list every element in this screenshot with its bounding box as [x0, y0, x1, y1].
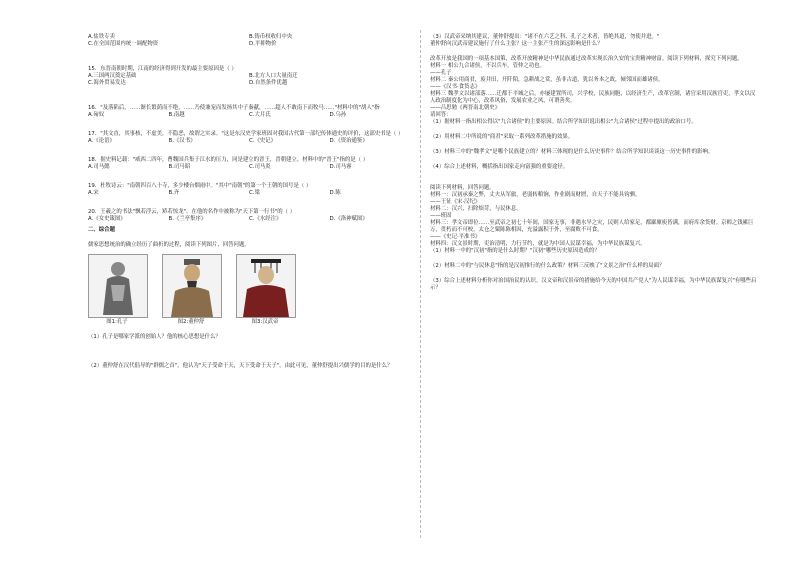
q16-option-a: A.匈奴 — [88, 112, 105, 118]
sub-question-1: （1）孔子是哪家学派的创始人？他的核心思想是什么？ — [88, 334, 221, 340]
right-line: （3）材料三中的"魏孝文"是哪个民族建立的？材料三体现的是什么历史事件？结合所学知识谈谈这一历史事件的影响。 — [430, 149, 714, 155]
q14-options-row1 — [88, 34, 410, 41]
right-line: 董仲舒向汉武帝建议施行了什么主张？这一主张产生的深远影响是什么？ — [430, 41, 603, 47]
right-line: 材料一：汉初承秦之弊，丈夫从军旅，老弱转粮饷，作业剧而财匮，自天子不能具钧驷。 — [430, 192, 641, 198]
section-title: 二、综合题 — [88, 227, 115, 233]
right-line: 请回答： — [430, 112, 452, 118]
q19-option-a: A.宋 — [88, 190, 99, 196]
figure-1-caption: 图1:孔子 — [106, 319, 128, 325]
q18-options — [88, 164, 410, 171]
right-line: ——班固 — [430, 213, 452, 219]
confucius-portrait-icon — [88, 254, 148, 318]
right-line: 材料四：汉文景时期，吏治清明，力行节约，就是为中国人民谋幸福，为中华民族谋复兴。 — [430, 241, 646, 247]
right-line: 材料二 秦公用商君，废井田，开阡陌，急耕战之赏，虽非古道，犹以务本之故，倾邻国而雄诸侯。 — [430, 77, 664, 83]
q20-stem: 20．王羲之的书法"飘若浮云，矫若惊龙"。在他的名作中被称为"天下第一行书"的（ ） — [88, 209, 296, 215]
q14-option-c: C.在全国范围内统一调配物资 — [88, 41, 159, 47]
q15-option-b: B.北方人口大量南迁 — [249, 73, 298, 79]
right-line: 材料三 魏孝文以诸部落……迁都于平城之后，亦屡建置所司，兴学校，民族同胞，以经济生产，改革官制，诸官采用汉族官吏，孝文以汉人政治制度化为中心，改革风俗，发展农业之风，可谓善矣。 — [430, 91, 756, 104]
q19-stem: 19．杜牧诗云："南朝四百八十寺，多少楼台烟雨中。"其中"南朝"的第一个王朝的国号是（ ） — [88, 183, 312, 189]
q18-option-c: C.司马炎 — [249, 164, 271, 170]
sub-question-2: （2）董仲舒在汉代倡导的"群儒之首"，他认为"天子受命于天，天下受命于天子"。由此可见，董仲舒提出兴儒学的目的是什么？ — [88, 363, 393, 369]
right-column — [430, 34, 760, 292]
q14-option-a: A.盐铁专卖 — [88, 34, 115, 40]
figure-2-caption: 图2:董仲舒 — [177, 319, 205, 325]
right-line: （3）汉武帝采纳其建议，董仲舒提出："诸不在六艺之科、孔子之术者，皆绝其道，勿使并进。" — [430, 34, 660, 40]
q16-options — [88, 112, 410, 119]
q19-option-c: C.梁 — [249, 190, 260, 196]
q19-option-b: B.齐 — [168, 190, 180, 196]
q20-option-a: A.《女史箴图》 — [88, 216, 126, 222]
q16-stem: 16．"及落陷后，……渐长繁荫而不绝，……乃使兼宠而发扬其中子秦献，……超人不敢南下而牧马……"材料中的"胡人"指 — [88, 105, 380, 111]
q20-option-d: D.《洛神赋图》 — [329, 216, 368, 222]
q16-option-d: D.乌孙 — [329, 112, 347, 118]
right-line: 阅读下列材料，回答问题。 — [430, 185, 495, 191]
emperor-wu-portrait-icon — [236, 254, 296, 318]
q20-option-b: B.《兰亭集序》 — [168, 216, 207, 222]
q18-option-a: A.司马懿 — [88, 164, 110, 170]
q17-options — [88, 138, 410, 145]
q14-option-d: D.平抑物价 — [249, 41, 277, 47]
q16-option-c: C.大月氏 — [249, 112, 271, 118]
left-column — [88, 34, 410, 370]
q19-option-d: D.陈 — [329, 190, 341, 196]
figure-row — [88, 254, 410, 326]
right-line: （1）据材料一指出相公得以"九合诸侯"的主要原因。结合所学知识说出相公"九合诸侯"过程中提出的政治口号。 — [430, 119, 697, 125]
right-line: 材料一 相公九合诸侯，不以兵车，管仲之功也。 — [430, 63, 545, 69]
right-line: 材料二：汉兴，扫除烦苛，与民休息。 — [430, 206, 522, 212]
q15-option-a: A.三国两汉奠定基础 — [88, 73, 137, 79]
right-line: （3）综合上述材料分析你对治国治民的认识。汉文帝和汉景帝的措施给今天的中国共产党人"为人民谋幸福，为中华民族谋复兴"有哪些启示？ — [430, 278, 757, 291]
right-line: ——王征《宋·汉纪》 — [430, 199, 481, 205]
q20-options — [88, 216, 410, 223]
right-line: （1）材料一中的"汉初"指的是什么时期？"汉初"哪些历史原因造成的？ — [430, 248, 600, 254]
right-line: ——吕思勉《两晋南北朝史》 — [430, 105, 501, 111]
q15-stem: 15．东晋南朝时期，江南的经济得到开发的最主要原因是（ ） — [88, 66, 237, 72]
column-divider — [420, 30, 421, 538]
figure-3-caption: 图3:汉武帝 — [251, 319, 279, 325]
right-line: ——《汉书·食货志》 — [430, 84, 481, 90]
figure-3 — [236, 254, 294, 326]
right-line: 改革开放是我国的一项基本国策，改革开放精神是中华民族通过改革实现长治久安的宝贵精神财富。阅读下列材料，探究下列问题。 — [430, 56, 743, 62]
q18-option-b: B.司马昭 — [168, 164, 191, 170]
right-line: ——《史记·平准书》 — [430, 234, 481, 240]
q17-option-a: A.《论语》 — [88, 138, 115, 144]
q15-option-c: C.海外贸易发达 — [88, 80, 126, 86]
q14-option-b: B.铸币权收归中央 — [249, 34, 293, 40]
q15-options-row1 — [88, 73, 410, 80]
figure-1 — [88, 254, 146, 326]
q15-option-d: D.自然条件优越 — [249, 80, 288, 86]
q19-options — [88, 190, 410, 197]
q15-options-row2 — [88, 80, 410, 87]
right-line: （2）材料二中的"与民休息"指的是汉初推行的什么政策？材料三反映了"文景之治"什么样的局面？ — [430, 263, 665, 269]
right-line: （2）用材料二中所说的"商君"采取一系列改革措施的效果。 — [430, 134, 574, 140]
q17-stem: 17．"其文直，其事核，不虚美，不隐恶，故谓之实录。"这是东汉史学家班固对我国古代第一部纪传体通史的评价，这部史书是（ ） — [88, 131, 404, 137]
q18-stem: 18．据史料记载："威西二四年，曹魏国兵集于江水的压力，同是建立的晋王，晋朝建立。材料中的"晋王"指的是（ ） — [88, 157, 369, 163]
q17-option-b: B.《汉书》 — [168, 138, 196, 144]
q18-option-d: D.司马睿 — [329, 164, 352, 170]
intro-text: 儒家思想统治的确立经历了曲折的过程，阅读下列图片，回答问题。 — [88, 242, 250, 248]
dong-zhongshu-portrait-icon — [162, 254, 222, 318]
q16-option-b: B.南越 — [168, 112, 185, 118]
right-line: （4）综合上述材料，概括指出国家走向富强的重要途径。 — [430, 164, 569, 170]
q20-option-c: C.《水经注》 — [249, 216, 282, 222]
figure-2 — [162, 254, 220, 326]
right-line: 材料三：孝文帝即位……至武帝之初七十年间，国家无事，非遇水旱之灾，民则人给家足，都鄙廪庾皆满，而府库余货财。京师之钱累巨万，贯朽而不可校。太仓之粟陈陈相因，充溢露积于外，至腐败不可食。 — [430, 220, 754, 233]
q14-options-row2 — [88, 41, 410, 48]
q17-option-d: D.《资治通鉴》 — [329, 138, 368, 144]
right-line: ——孔子 — [430, 70, 452, 76]
q17-option-c: C.《史记》 — [249, 138, 277, 144]
